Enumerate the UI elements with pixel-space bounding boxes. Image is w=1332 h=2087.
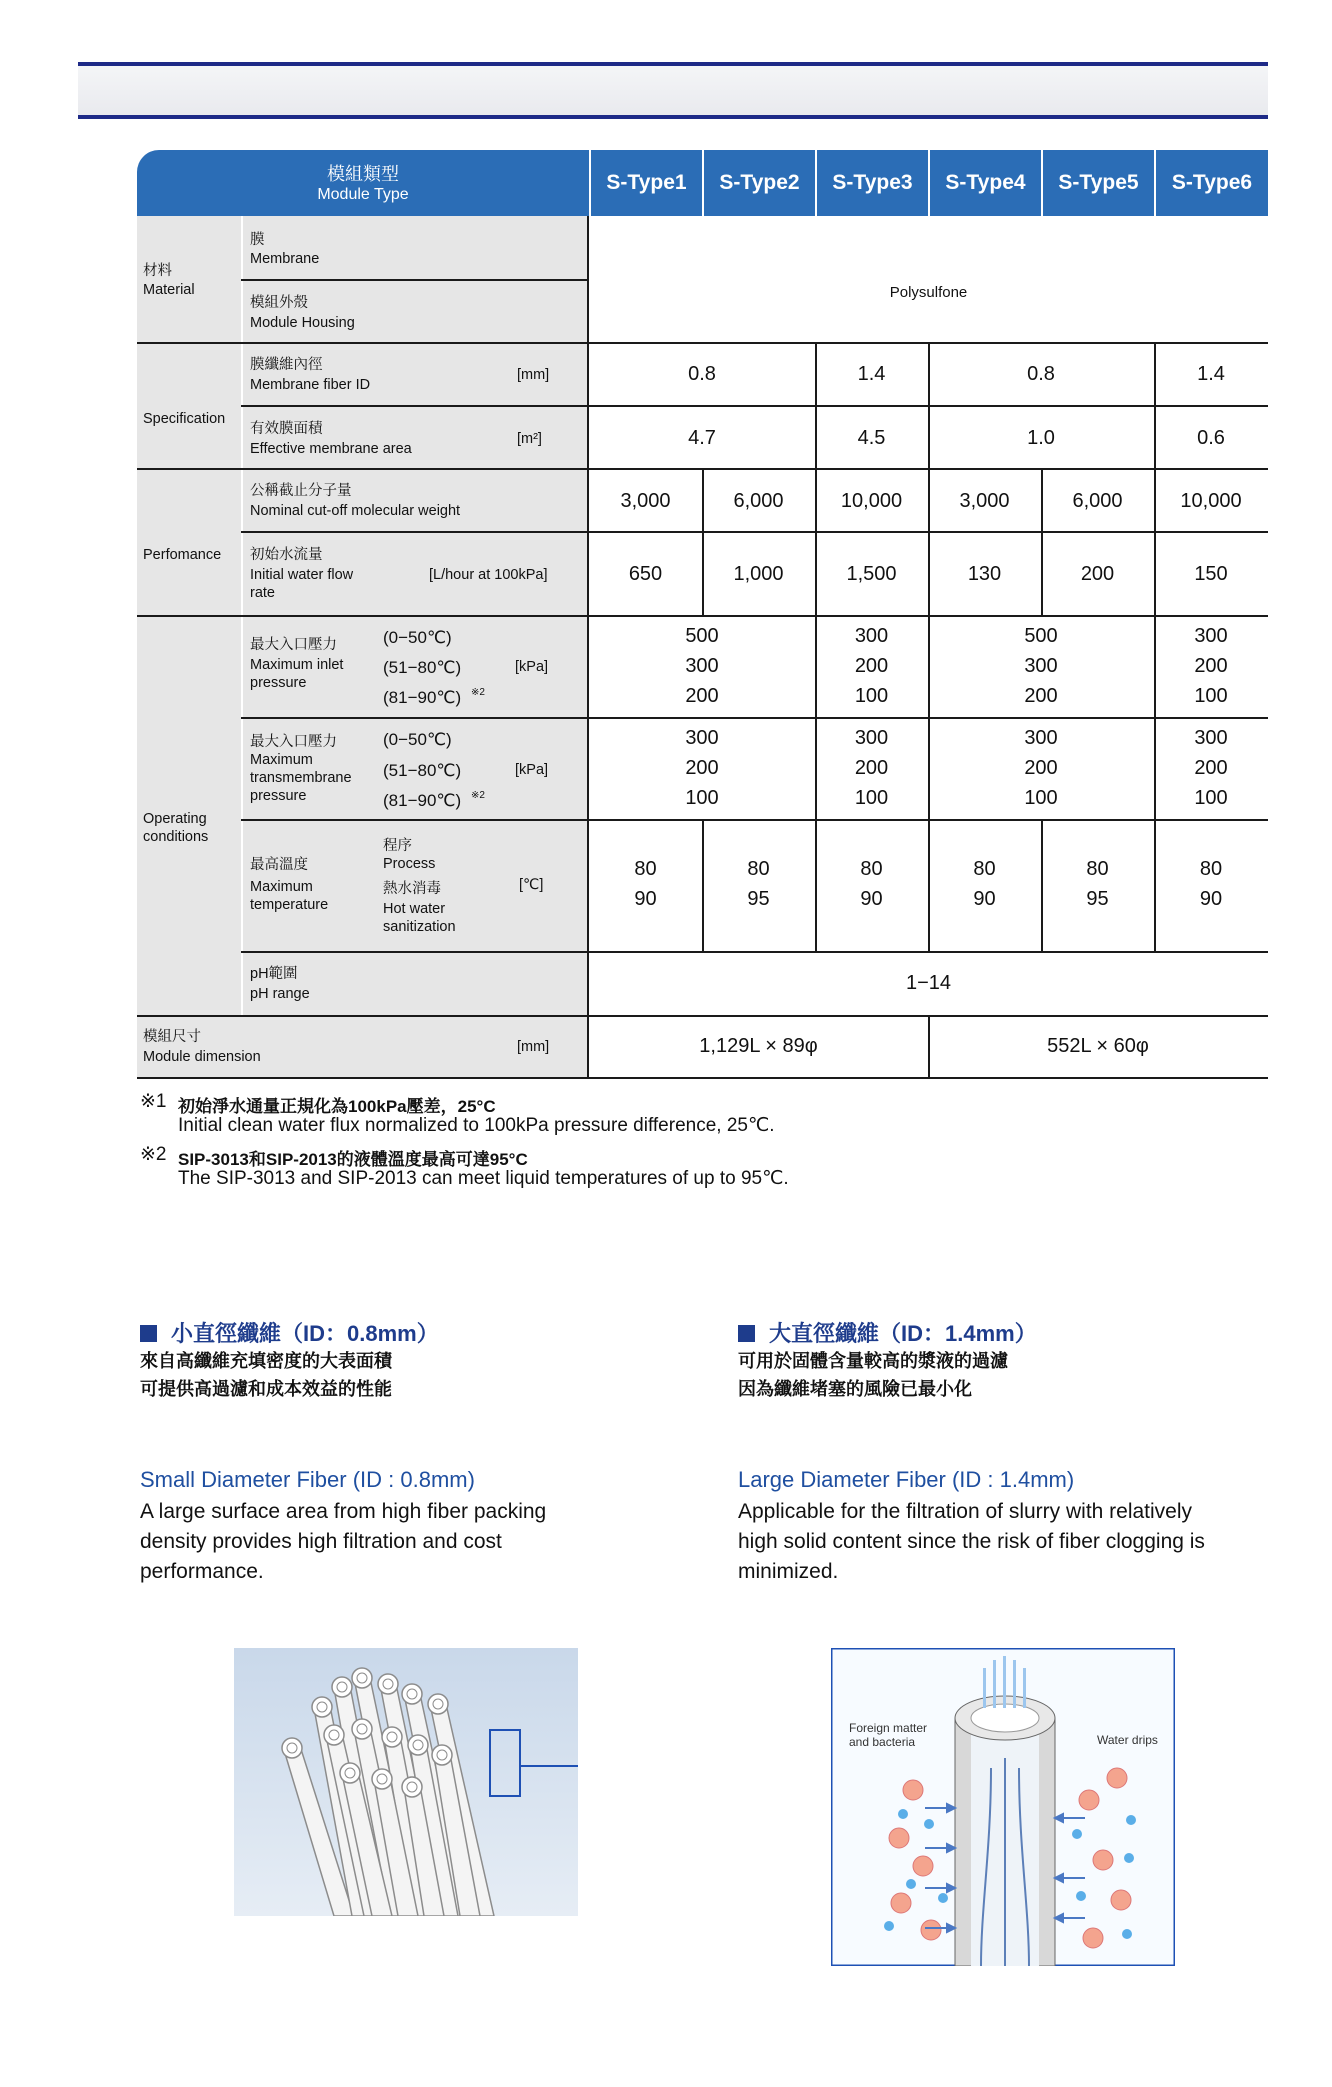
tmp-temp-2: (51−80℃) <box>383 761 462 780</box>
mwco-zh: 公稱截止分子量 <box>250 483 352 499</box>
foreign-matter-label: Foreign matter <box>849 1721 928 1735</box>
specification-en: Specification <box>143 411 226 427</box>
note-1-mark: ※1 <box>140 1091 167 1112</box>
inlet-g4-2: 200 <box>1194 655 1228 677</box>
maxtemp-en-2: temperature <box>250 897 329 913</box>
large-zh-line-1: 可用於固體含量較高的漿液的過濾 <box>738 1351 1008 1371</box>
flow-value-1: 650 <box>628 563 663 585</box>
large-zh-line-2: 因為纖維堵塞的風險已最小化 <box>738 1379 972 1399</box>
housing-en: Module Housing <box>250 315 355 331</box>
top-banner <box>78 62 1268 119</box>
tmp-g2-1: 300 <box>854 727 889 749</box>
dimension-value-1: 1,129L × 89φ <box>699 1035 818 1057</box>
housing-zh: 模組外殼 <box>250 295 308 311</box>
small-zh-line-1: 來自高纖維充填密度的大表面積 <box>140 1351 392 1371</box>
material-value: Polysulfone <box>889 284 968 301</box>
large-en-line-2: high solid content since the risk of fiber clogging is <box>738 1530 1205 1553</box>
maxtemp-2-hot: 95 <box>747 888 770 910</box>
maxtemp-6-hot: 90 <box>1199 888 1223 910</box>
large-fiber-en-body <box>738 1497 1205 1587</box>
tmp-g3-2: 200 <box>1024 757 1058 779</box>
hotwater-en-1: Hot water <box>383 901 446 917</box>
tmp-g1-3: 100 <box>685 787 719 809</box>
tmp-g3-3: 100 <box>1024 787 1058 809</box>
mwco-value-1: 3,000 <box>620 490 671 512</box>
large-fiber-en-title: Large Diameter Fiber (ID : 1.4mm) <box>738 1467 1075 1492</box>
note-2-mark: ※2 <box>140 1144 167 1165</box>
small-en-line-1: A large surface area from high fiber packing <box>140 1500 547 1523</box>
hotwater-en-2: sanitization <box>383 919 456 935</box>
inlet-temp-3: (81−90℃) <box>383 688 462 707</box>
bacteria-label: and bacteria <box>849 1735 916 1749</box>
maxtemp-5-hot: 95 <box>1086 888 1109 910</box>
square-bullet-icon <box>140 1325 157 1342</box>
tmp-zh: 最大入口壓力 <box>250 734 337 750</box>
type-header-3: S-Type3 <box>815 150 928 216</box>
inlet-temp-1: (0−50℃) <box>383 628 452 647</box>
flow-en-1: Initial water flow <box>250 567 354 583</box>
flow-value-3: 1,500 <box>846 563 897 585</box>
operating-en-2: conditions <box>143 829 209 845</box>
tmp-en-2: transmembrane <box>250 770 352 786</box>
material-en: Material <box>143 282 195 298</box>
inlet-g3-3: 200 <box>1024 685 1058 707</box>
maxtemp-unit: [℃] <box>519 877 544 893</box>
tmp-g1-1: 300 <box>685 727 719 749</box>
inlet-g4-1: 300 <box>1194 625 1228 647</box>
small-fiber-en-body <box>140 1497 546 1587</box>
fiber-id-unit: [mm] <box>517 367 550 383</box>
water-drips-label: Water drips <box>1097 1733 1158 1747</box>
tmp-g2-2: 200 <box>854 757 889 779</box>
process-zh: 程序 <box>383 838 412 854</box>
tmp-note: ※2 <box>471 790 485 801</box>
area-zh: 有效膜面積 <box>250 421 323 437</box>
inlet-en-2: pressure <box>250 675 307 691</box>
maxtemp-5-process: 80 <box>1086 858 1109 880</box>
inlet-g4-3: 100 <box>1194 685 1228 707</box>
note-1-en: Initial clean water flux normalized to 100kPa pressure difference, 25℃. <box>178 1115 775 1136</box>
note-1-zh: 初始淨水通量正規化為100kPa壓差，25°C <box>178 1097 496 1116</box>
inlet-g3-2: 300 <box>1024 655 1058 677</box>
note-2-zh: SIP-3013和SIP-2013的液體溫度最高可達95°C <box>178 1150 528 1169</box>
fiber-bundle-image <box>234 1648 578 1916</box>
area-value-4: 0.6 <box>1197 427 1225 449</box>
small-fiber-en-title: Small Diameter Fiber (ID : 0.8mm) <box>140 1467 475 1492</box>
label-column-bg <box>137 216 589 1079</box>
flow-en-2: rate <box>250 585 275 601</box>
operating-en-1: Operating <box>143 811 207 827</box>
mwco-value-6: 10,000 <box>1180 490 1242 512</box>
tmp-g4-2: 200 <box>1194 757 1228 779</box>
flow-value-4: 130 <box>967 563 1002 585</box>
small-zh-line-2: 可提供高過濾和成本效益的性能 <box>140 1379 392 1399</box>
mwco-value-3: 10,000 <box>840 490 903 512</box>
mwco-value-2: 6,000 <box>733 490 784 512</box>
hotwater-zh: 熱水消毒 <box>383 881 441 897</box>
tmp-en-3: pressure <box>250 788 307 804</box>
type-header-2: S-Type2 <box>702 150 815 216</box>
mwco-en: Nominal cut-off molecular weight <box>250 503 461 519</box>
module-type-header <box>137 150 589 216</box>
fiber-id-value-2: 1.4 <box>857 363 886 385</box>
tmp-temp-1: (0−50℃) <box>383 730 452 749</box>
area-en: Effective membrane area <box>250 441 412 457</box>
large-en-line-1: Applicable for the filtration of slurry with relatively <box>738 1500 1193 1523</box>
area-unit: [m²] <box>517 431 542 447</box>
maxtemp-3-hot: 90 <box>860 888 883 910</box>
small-fiber-zh-title: 小直徑纖維（ID：0.8mm） <box>140 1317 439 1348</box>
fiber-id-value-1: 0.8 <box>688 363 716 385</box>
flow-zh: 初始水流量 <box>250 547 323 563</box>
membrane-zh: 膜 <box>250 232 265 248</box>
tmp-g1-2: 200 <box>685 757 719 779</box>
small-en-line-2: density provides high filtration and cost <box>140 1530 502 1553</box>
inlet-g1-3: 200 <box>685 685 719 707</box>
large-en-line-3: minimized. <box>738 1560 839 1583</box>
inlet-g3-1: 500 <box>1024 625 1058 647</box>
dimension-unit: [mm] <box>517 1039 550 1055</box>
ph-en: pH range <box>250 986 310 1002</box>
spec-table <box>137 150 1268 1079</box>
tmp-unit: [kPa] <box>515 762 549 778</box>
area-value-2: 4.5 <box>857 427 886 449</box>
flow-unit: [L/hour at 100kPa] <box>429 567 548 583</box>
dimension-zh: 模組尺寸 <box>143 1029 201 1045</box>
fiber-id-value-4: 1.4 <box>1197 363 1225 385</box>
ph-zh: pH範圍 <box>250 966 298 982</box>
area-value-3: 1.0 <box>1027 427 1055 449</box>
inlet-g1-1: 500 <box>685 625 719 647</box>
maxtemp-2-process: 80 <box>747 858 770 880</box>
type-header-6: S-Type6 <box>1154 150 1268 216</box>
inlet-note: ※2 <box>471 687 485 698</box>
mwco-value-4: 3,000 <box>959 490 1010 512</box>
maxtemp-4-process: 80 <box>973 858 996 880</box>
tmp-en-1: Maximum <box>250 752 313 768</box>
tmp-g4-1: 300 <box>1194 727 1228 749</box>
small-en-line-3: performance. <box>140 1560 264 1583</box>
area-value-1: 4.7 <box>688 427 716 449</box>
inlet-en-1: Maximum inlet <box>250 657 344 673</box>
fiber-id-en: Membrane fiber ID <box>250 377 371 393</box>
maxtemp-1-hot: 90 <box>634 888 657 910</box>
fiber-cross-section-diagram <box>831 1648 1175 1966</box>
square-bullet-icon <box>738 1325 755 1342</box>
inlet-g2-3: 100 <box>854 685 889 707</box>
performance-en: Perfomance <box>143 547 222 563</box>
maxtemp-zh: 最高溫度 <box>250 857 308 873</box>
note-2-en: The SIP-3013 and SIP-2013 can meet liquid temperatures of up to 95℃. <box>178 1168 789 1189</box>
inlet-zh: 最大入口壓力 <box>250 637 337 653</box>
maxtemp-3-process: 80 <box>860 858 883 880</box>
process-en: Process <box>383 856 436 872</box>
membrane-en: Membrane <box>250 251 320 267</box>
mwco-value-5: 6,000 <box>1072 490 1123 512</box>
tmp-g2-3: 100 <box>854 787 889 809</box>
large-fiber-zh-body <box>738 1347 1008 1403</box>
type-header-4: S-Type4 <box>928 150 1041 216</box>
module-type-zh: 模組類型 <box>327 164 399 184</box>
flow-value-6: 150 <box>1194 563 1228 585</box>
maxtemp-6-process: 80 <box>1199 858 1223 880</box>
inlet-g2-2: 200 <box>854 655 889 677</box>
tmp-temp-3: (81−90℃) <box>383 791 462 810</box>
inlet-temp-2: (51−80℃) <box>383 658 462 677</box>
inlet-unit: [kPa] <box>515 659 549 675</box>
fiber-id-value-3: 0.8 <box>1027 363 1055 385</box>
large-fiber-zh-title: 大直徑纖維（ID：1.4mm） <box>738 1317 1037 1348</box>
dimension-value-2: 552L × 60φ <box>1047 1035 1149 1057</box>
maxtemp-1-process: 80 <box>634 858 657 880</box>
type-header-5: S-Type5 <box>1041 150 1154 216</box>
tmp-g3-1: 300 <box>1024 727 1058 749</box>
inlet-g2-1: 300 <box>854 625 889 647</box>
maxtemp-en-1: Maximum <box>250 879 313 895</box>
dimension-en: Module dimension <box>143 1049 261 1065</box>
material-zh: 材料 <box>143 263 172 279</box>
inlet-g1-2: 300 <box>685 655 719 677</box>
fiber-id-zh: 膜纖維內徑 <box>250 357 323 373</box>
module-type-en: Module Type <box>317 186 409 203</box>
small-fiber-zh-body <box>140 1347 392 1403</box>
tmp-g4-3: 100 <box>1194 787 1228 809</box>
flow-value-5: 200 <box>1080 563 1115 585</box>
type-header-1: S-Type1 <box>589 150 702 216</box>
ph-value: 1−14 <box>905 972 952 994</box>
flow-value-2: 1,000 <box>733 563 784 585</box>
maxtemp-4-hot: 90 <box>973 888 996 910</box>
